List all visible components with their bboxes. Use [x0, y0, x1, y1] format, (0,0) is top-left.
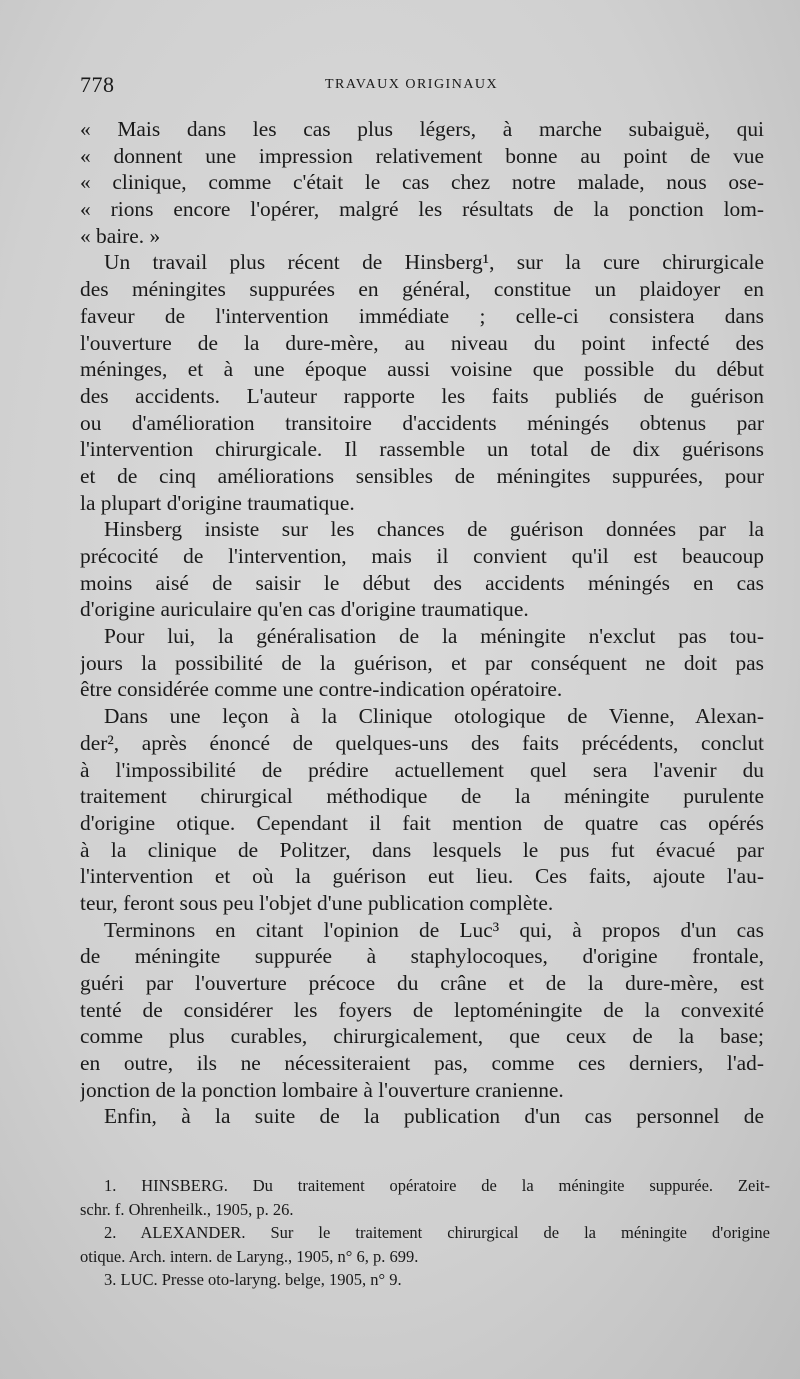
text-line: à la clinique de Politzer, dans lesquels le pus fut évacué par — [80, 837, 764, 862]
running-title: TRAVAUX ORIGINAUX — [325, 77, 499, 92]
footnote-line: schr. f. Ohrenheilk., 1905, p. 26. — [80, 1199, 294, 1219]
text-line: teur, feront sous peu l'objet d'une publication complète. — [80, 890, 554, 915]
footnotes — [80, 1174, 770, 1292]
running-head — [80, 72, 770, 102]
text-line: des méningites suppurées en général, constitue un plaidoyer en — [80, 277, 764, 302]
text-line: et de cinq améliorations sensibles de méningites suppurées, pour — [80, 463, 764, 488]
text-line: être considérée comme une contre-indication opératoire. — [80, 677, 563, 702]
text-line: ou d'amélioration transitoire d'accidents méningés obtenus par — [80, 410, 764, 435]
text-line: der², après énoncé de quelques-uns des faits précédents, conclut — [80, 730, 764, 755]
text-line: d'origine auriculaire qu'en cas d'origine traumatique. — [80, 597, 529, 622]
footnote-line: otique. Arch. intern. de Laryng., 1905, n° 6, p. 699. — [80, 1246, 419, 1266]
body-text — [80, 116, 764, 1130]
text-line: traitement chirurgical méthodique de la méningite purulente — [80, 784, 764, 809]
text-line: « clinique, comme c'était le cas chez notre malade, nous ose- — [80, 170, 764, 195]
text-line: « donnent une impression relativement bonne au point de vue — [80, 143, 764, 168]
text-line: à l'impossibilité de prédire actuellement quel sera l'avenir du — [80, 757, 764, 782]
text-line: jours la possibilité de la guérison, et par conséquent ne doit pas — [80, 650, 764, 675]
text-line: « baire. » — [80, 223, 161, 248]
page-number: 778 — [80, 72, 115, 97]
text-line: « Mais dans les cas plus légers, à marche subaiguë, qui — [80, 117, 764, 141]
footnote-line: 2. ALEXANDER. Sur le traitement chirurgical de la méningite d'origine — [104, 1223, 770, 1242]
text-line: d'origine otique. Cependant il fait mention de quatre cas opérés — [80, 810, 764, 835]
text-line: Dans une leçon à la Clinique otologique de Vienne, Alexan- — [104, 704, 764, 729]
text-line: moins aisé de saisir le début des accidents méningés en cas — [80, 570, 764, 595]
text-line: de méningite suppurée à staphylocoques, d'origine frontale, — [80, 944, 764, 969]
footnote-line: 1. HINSBERG. Du traitement opératoire de la méningite suppurée. Zeit- — [104, 1176, 770, 1195]
text-line: comme plus curables, chirurgicalement, que ceux de la base; — [80, 1024, 764, 1049]
text-line: Un travail plus récent de Hinsberg¹, sur la cure chirurgicale — [104, 250, 764, 275]
text-line: précocité de l'intervention, mais il convient qu'il est beaucoup — [80, 544, 764, 568]
text-line: Hinsberg insiste sur les chances de guérison données par la — [104, 517, 764, 542]
text-line: jonction de la ponction lombaire à l'ouverture cranienne. — [80, 1077, 564, 1102]
text-line: l'intervention et où la guérison eut lieu. Ces faits, ajoute l'au- — [80, 864, 764, 889]
text-line: des accidents. L'auteur rapporte les faits publiés de guérison — [80, 383, 764, 408]
text-line: en outre, ils ne nécessiteraient pas, comme ces derniers, l'ad- — [80, 1051, 764, 1076]
footnote-line: 3. LUC. Presse oto-laryng. belge, 1905, n° 9. — [104, 1270, 402, 1289]
text-line: la plupart d'origine traumatique. — [80, 490, 355, 515]
text-line: méninges, et à une époque aussi voisine que possible du début — [80, 357, 764, 382]
text-line: Terminons en citant l'opinion de Luc³ qui, à propos d'un cas — [104, 917, 764, 942]
text-line: faveur de l'intervention immédiate ; celle-ci consistera dans — [80, 303, 764, 328]
text-line: Enfin, à la suite de la publication d'un cas personnel de — [104, 1104, 764, 1129]
text-line: guéri par l'ouverture précoce du crâne et de la dure-mère, est — [80, 971, 764, 995]
text-line: l'ouverture de la dure-mère, au niveau du point infecté des — [80, 330, 764, 355]
text-line: « rions encore l'opérer, malgré les résultats de la ponction lom- — [80, 197, 764, 222]
text-line: Pour lui, la généralisation de la méningite n'exclut pas tou- — [104, 624, 764, 649]
text-line: tenté de considérer les foyers de leptoméningite de la convexité — [80, 997, 764, 1022]
text-line: l'intervention chirurgicale. Il rassemble un total de dix guérisons — [80, 437, 764, 462]
